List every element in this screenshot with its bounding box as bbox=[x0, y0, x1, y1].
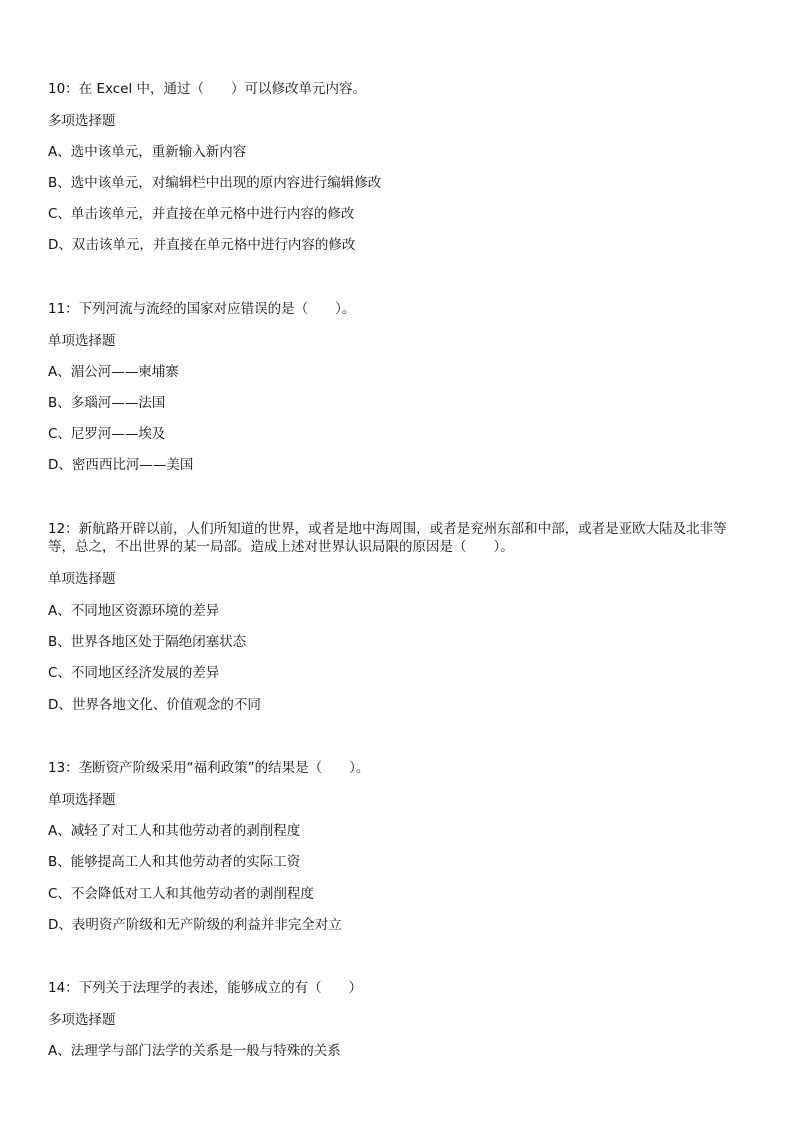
option-d: D、世界各地文化、价值观念的不同 bbox=[48, 697, 261, 713]
question-type: 单项选择题 bbox=[48, 571, 116, 587]
question-stem: 10：在 Excel 中，通过（ ）可以修改单元内容。 bbox=[48, 81, 367, 97]
option-d: D、表明资产阶级和无产阶级的利益并非完全对立 bbox=[48, 917, 342, 933]
option-d: D、双击该单元，并直接在单元格中进行内容的修改 bbox=[48, 237, 356, 253]
option-a: A、减轻了对工人和其他劳动者的剥削程度 bbox=[48, 823, 301, 839]
option-b: B、多瑙河——法国 bbox=[48, 395, 166, 411]
question-type: 多项选择题 bbox=[48, 113, 116, 129]
option-a: A、湄公河——柬埔寨 bbox=[48, 364, 179, 380]
question-type: 单项选择题 bbox=[48, 792, 116, 808]
question-type: 单项选择题 bbox=[48, 333, 116, 349]
option-b: B、世界各地区处于隔绝闭塞状态 bbox=[48, 634, 247, 650]
option-c: C、不会降低对工人和其他劳动者的剥削程度 bbox=[48, 886, 314, 902]
option-a: A、不同地区资源环境的差异 bbox=[48, 603, 220, 619]
question-stem: 11：下列河流与流经的国家对应错误的是（ ）。 bbox=[48, 301, 356, 317]
option-b: B、能够提高工人和其他劳动者的实际工资 bbox=[48, 854, 301, 870]
question-type: 多项选择题 bbox=[48, 1012, 116, 1028]
option-a: A、选中该单元，重新输入新内容 bbox=[48, 144, 247, 160]
question-stem: 12：新航路开辟以前，人们所知道的世界，或者是地中海周围，或者是兖州东部和中部，或者是亚欧大陆及北非等等，总之，不出世界的某一局部。造成上述对世界认识局限的原因是（ ）。 bbox=[48, 521, 727, 555]
option-a: A、法理学与部门法学的关系是一般与特殊的关系 bbox=[48, 1043, 341, 1059]
option-d: D、密西西比河——美国 bbox=[48, 457, 194, 473]
option-c: C、尼罗河——埃及 bbox=[48, 426, 166, 442]
question-stem: 14：下列关于法理学的表述，能够成立的有（ ） bbox=[48, 980, 363, 996]
option-c: C、单击该单元，并直接在单元格中进行内容的修改 bbox=[48, 206, 355, 222]
option-b: B、选中该单元，对编辑栏中出现的原内容进行编辑修改 bbox=[48, 175, 382, 191]
option-c: C、不同地区经济发展的差异 bbox=[48, 665, 220, 681]
question-stem: 13：垄断资产阶级采用“福利政策”的结果是（ ）。 bbox=[48, 760, 370, 776]
